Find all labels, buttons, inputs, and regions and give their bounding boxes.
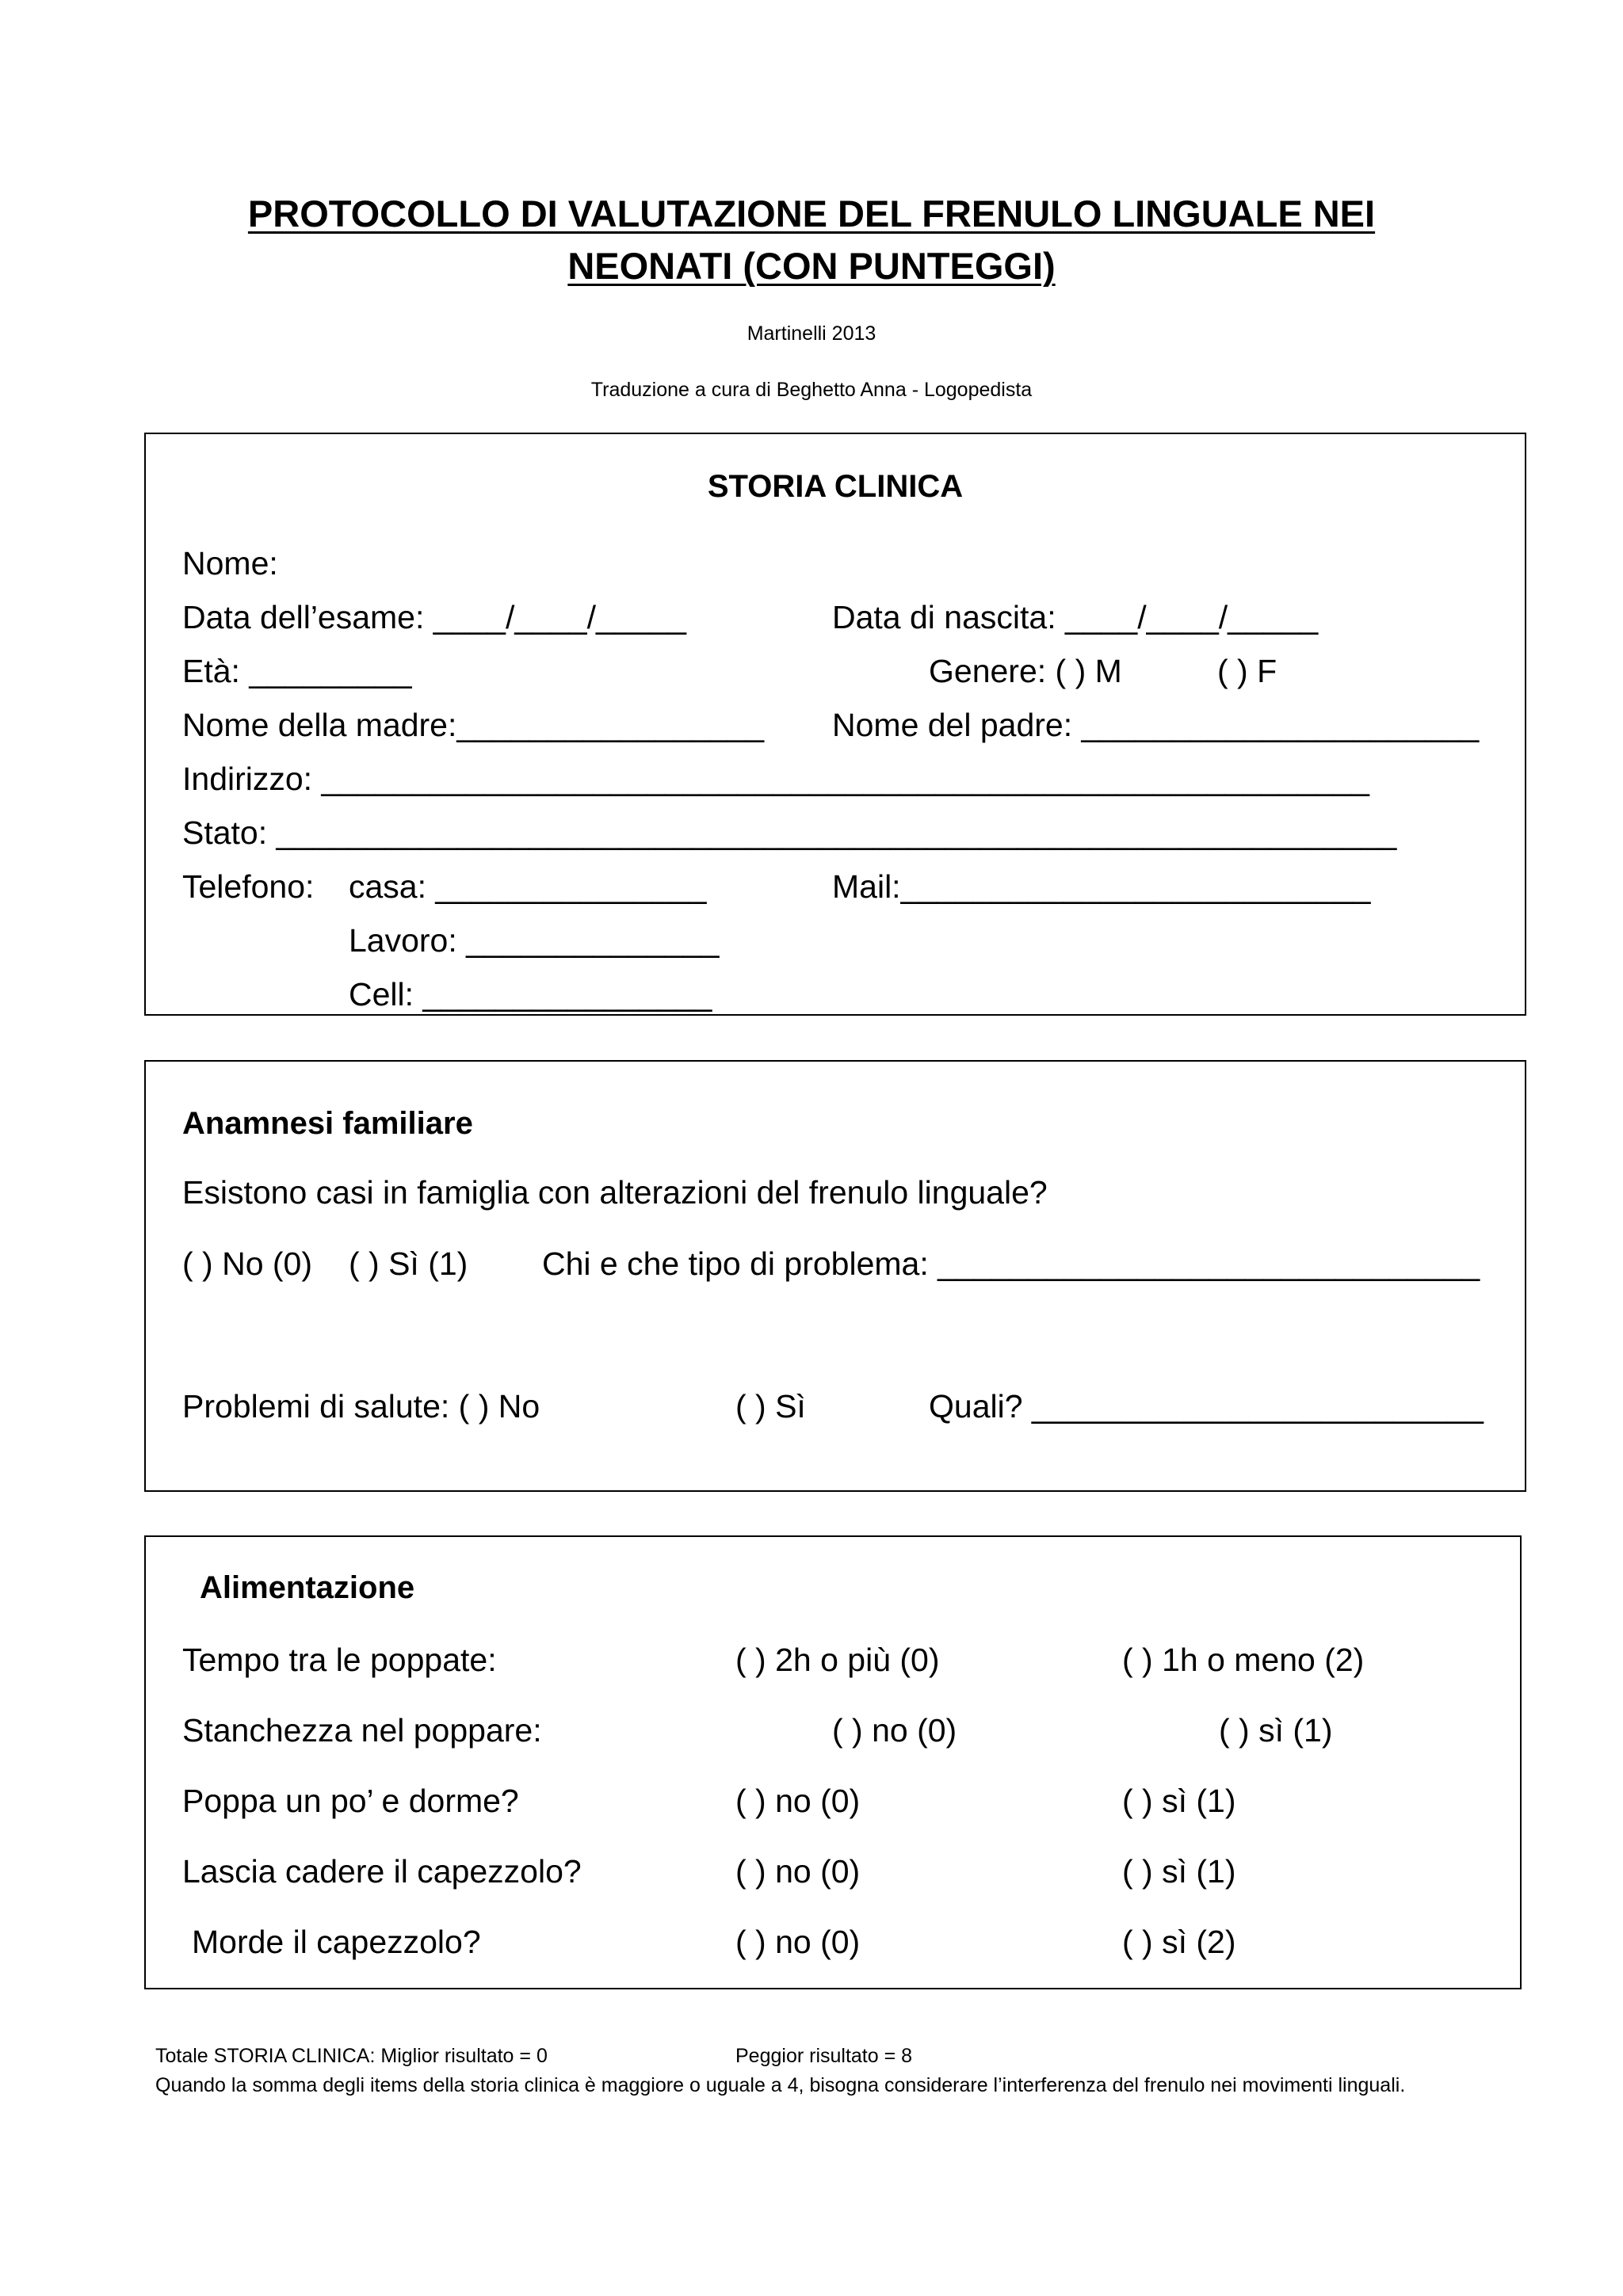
anamnesi-heading: Anamnesi familiare xyxy=(182,1106,473,1141)
translation-credit: Traduzione a cura di Beghetto Anna - Logopedista xyxy=(590,379,1033,401)
nome-padre-field[interactable]: Nome del padre: ______________________ xyxy=(832,707,1480,743)
chi-problema-field[interactable]: Chi e che tipo di problema: ______________________________ xyxy=(542,1245,1480,1282)
genere-m-option[interactable]: Genere: ( ) M xyxy=(929,653,1122,689)
data-esame-field[interactable]: Data dell’esame: ____/____/_____ xyxy=(182,599,686,635)
document-title-line2: NEONATI (CON PUNTEGGI) xyxy=(567,245,1056,287)
data-nascita-field[interactable]: Data di nascita: ____/____/_____ xyxy=(832,599,1319,635)
eta-field[interactable]: Età: _________ xyxy=(182,653,412,689)
alimentazione-heading: Alimentazione xyxy=(200,1570,415,1605)
anamnesi-si-option[interactable]: ( ) Sì (1) xyxy=(349,1245,468,1282)
document-title-line1: PROTOCOLLO DI VALUTAZIONE DEL FRENULO LINGUALE NEI xyxy=(247,193,1376,235)
morde-capezzolo-label: Morde il capezzolo? xyxy=(192,1924,481,1960)
nome-madre-field[interactable]: Nome della madre:_________________ xyxy=(182,707,765,743)
lascia-capezzolo-option-no[interactable]: ( ) no (0) xyxy=(735,1853,861,1890)
tempo-poppate-label: Tempo tra le poppate: xyxy=(182,1642,497,1678)
morde-capezzolo-option-no[interactable]: ( ) no (0) xyxy=(735,1924,861,1960)
mail-field[interactable]: Mail:__________________________ xyxy=(832,868,1371,905)
author-citation: Martinelli 2013 xyxy=(747,322,876,345)
quali-field[interactable]: Quali? _________________________ xyxy=(929,1388,1484,1425)
lascia-capezzolo-option-si[interactable]: ( ) sì (1) xyxy=(1122,1853,1236,1890)
anamnesi-no-option[interactable]: ( ) No (0) xyxy=(182,1245,312,1282)
poppa-dorme-label: Poppa un po’ e dorme? xyxy=(182,1783,519,1819)
stanchezza-option-no[interactable]: ( ) no (0) xyxy=(832,1712,957,1749)
stato-field[interactable]: Stato: ______________________________________________________________ xyxy=(182,814,1397,851)
lascia-capezzolo-label: Lascia cadere il capezzolo? xyxy=(182,1853,582,1890)
stanchezza-option-si[interactable]: ( ) sì (1) xyxy=(1219,1712,1333,1749)
poppa-dorme-option-si[interactable]: ( ) sì (1) xyxy=(1122,1783,1236,1819)
problemi-salute-no-option[interactable]: Problemi di salute: ( ) No xyxy=(182,1388,540,1425)
totale-miglior-risultato: Totale STORIA CLINICA: Miglior risultato = 0 xyxy=(155,2045,548,2067)
anamnesi-question: Esistono casi in famiglia con alterazioni del frenulo linguale? xyxy=(182,1174,1048,1211)
nome-field[interactable]: Nome: xyxy=(182,545,278,582)
telefono-lavoro-field[interactable]: Lavoro: ______________ xyxy=(349,922,720,959)
storia-clinica-heading: STORIA CLINICA xyxy=(707,469,964,504)
telefono-cell-field[interactable]: Cell: ________________ xyxy=(349,976,712,1013)
tempo-poppate-option-2h[interactable]: ( ) 2h o più (0) xyxy=(735,1642,940,1678)
problemi-salute-si-option[interactable]: ( ) Sì xyxy=(735,1388,806,1425)
poppa-dorme-option-no[interactable]: ( ) no (0) xyxy=(735,1783,861,1819)
telefono-casa-field[interactable]: casa: _______________ xyxy=(349,868,707,905)
peggior-risultato: Peggior risultato = 8 xyxy=(735,2045,913,2067)
morde-capezzolo-option-si[interactable]: ( ) sì (2) xyxy=(1122,1924,1236,1960)
interpretation-note: Quando la somma degli items della storia clinica è maggiore o uguale a 4, bisogna considerare l’interferenza del frenulo nei movimenti linguali. xyxy=(155,2074,1406,2096)
genere-f-option[interactable]: ( ) F xyxy=(1217,653,1277,689)
stanchezza-label: Stanchezza nel poppare: xyxy=(182,1712,542,1749)
indirizzo-field[interactable]: Indirizzo: __________________________________________________________ xyxy=(182,761,1369,797)
tempo-poppate-option-1h[interactable]: ( ) 1h o meno (2) xyxy=(1122,1642,1365,1678)
telefono-label: Telefono: xyxy=(182,868,315,905)
